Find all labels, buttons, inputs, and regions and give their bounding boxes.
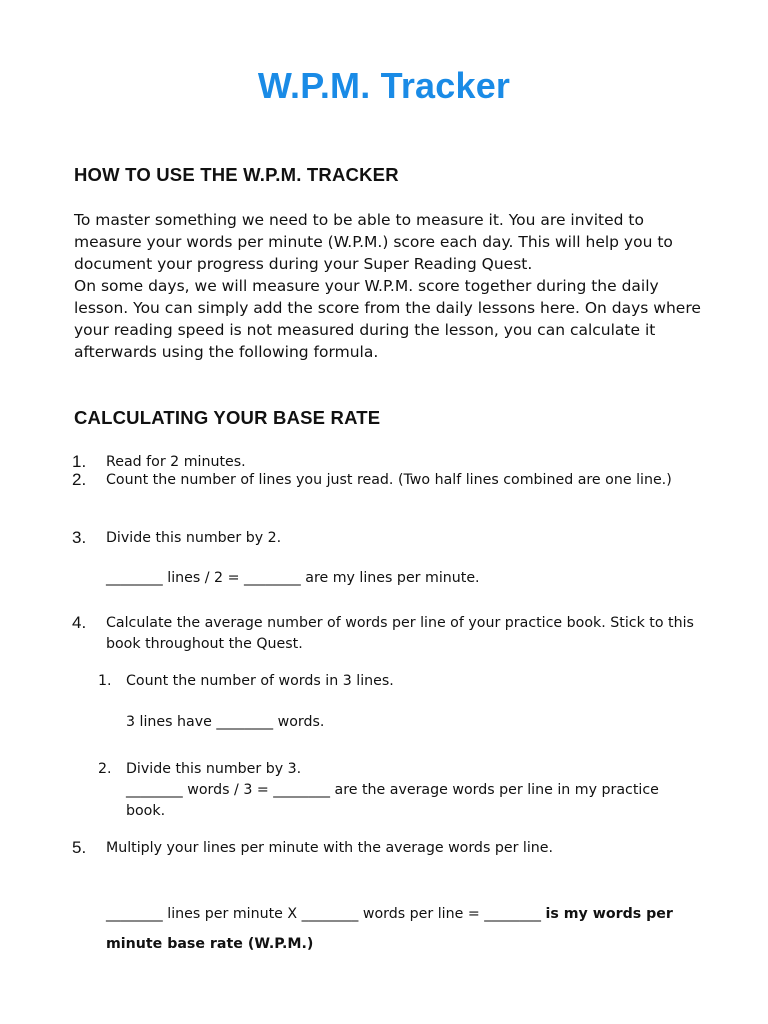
base-rate-formula xyxy=(106,899,706,959)
substep-text: Divide this number by 3. xyxy=(126,761,302,777)
intro-paragraph-1: To master something we need to be able to measure it. You are invited to measure your words per minute (W.P.M.) score each day. This will help you to document your progress during your Super Reading Quest. xyxy=(74,211,673,273)
intro-paragraph-2: On some days, we will measure your W.P.M. score together during the daily lesson. You can simply add the score from the daily lessons here. On days where your reading speed is not measured during the lesson, you can calculate it afterwards using the following formula. xyxy=(74,277,701,361)
step-number: 2. xyxy=(72,470,87,489)
substep-number: 1. xyxy=(98,673,112,689)
formula-blanks: ________ lines per minute X ________ words per line = ________ xyxy=(106,906,546,922)
substep-formula: ________ words / 3 = ________ are the average words per line in my practice book. xyxy=(126,782,659,819)
page-title: W.P.M. Tracker xyxy=(257,65,511,106)
step-number: 1. xyxy=(72,452,87,471)
step-text: Calculate the average number of words per line of your practice book. Stick to this book throughout the Quest. xyxy=(106,615,694,652)
substep-text: Count the number of words in 3 lines. xyxy=(126,673,394,689)
step-text: Divide this number by 2. xyxy=(106,530,282,546)
step-number: 3. xyxy=(72,528,87,547)
step-number: 4. xyxy=(72,613,87,632)
step-text: Multiply your lines per minute with the average words per line. xyxy=(106,840,554,856)
substep-formula: 3 lines have ________ words. xyxy=(126,714,325,730)
step-text: Read for 2 minutes. xyxy=(106,454,246,470)
step-number: 5. xyxy=(72,838,87,857)
step-text: Count the number of lines you just read. (Two half lines combined are one line.) xyxy=(106,472,672,488)
formula-result-label: is my words per minute base rate (W.P.M.) xyxy=(106,906,673,952)
section-heading-base-rate: CALCULATING YOUR BASE RATE xyxy=(74,407,381,428)
substep-number: 2. xyxy=(98,761,112,777)
section-heading-how-to-use: HOW TO USE THE W.P.M. TRACKER xyxy=(74,164,399,185)
step-formula: ________ lines / 2 = ________ are my lines per minute. xyxy=(106,570,480,586)
intro-text xyxy=(74,209,714,363)
